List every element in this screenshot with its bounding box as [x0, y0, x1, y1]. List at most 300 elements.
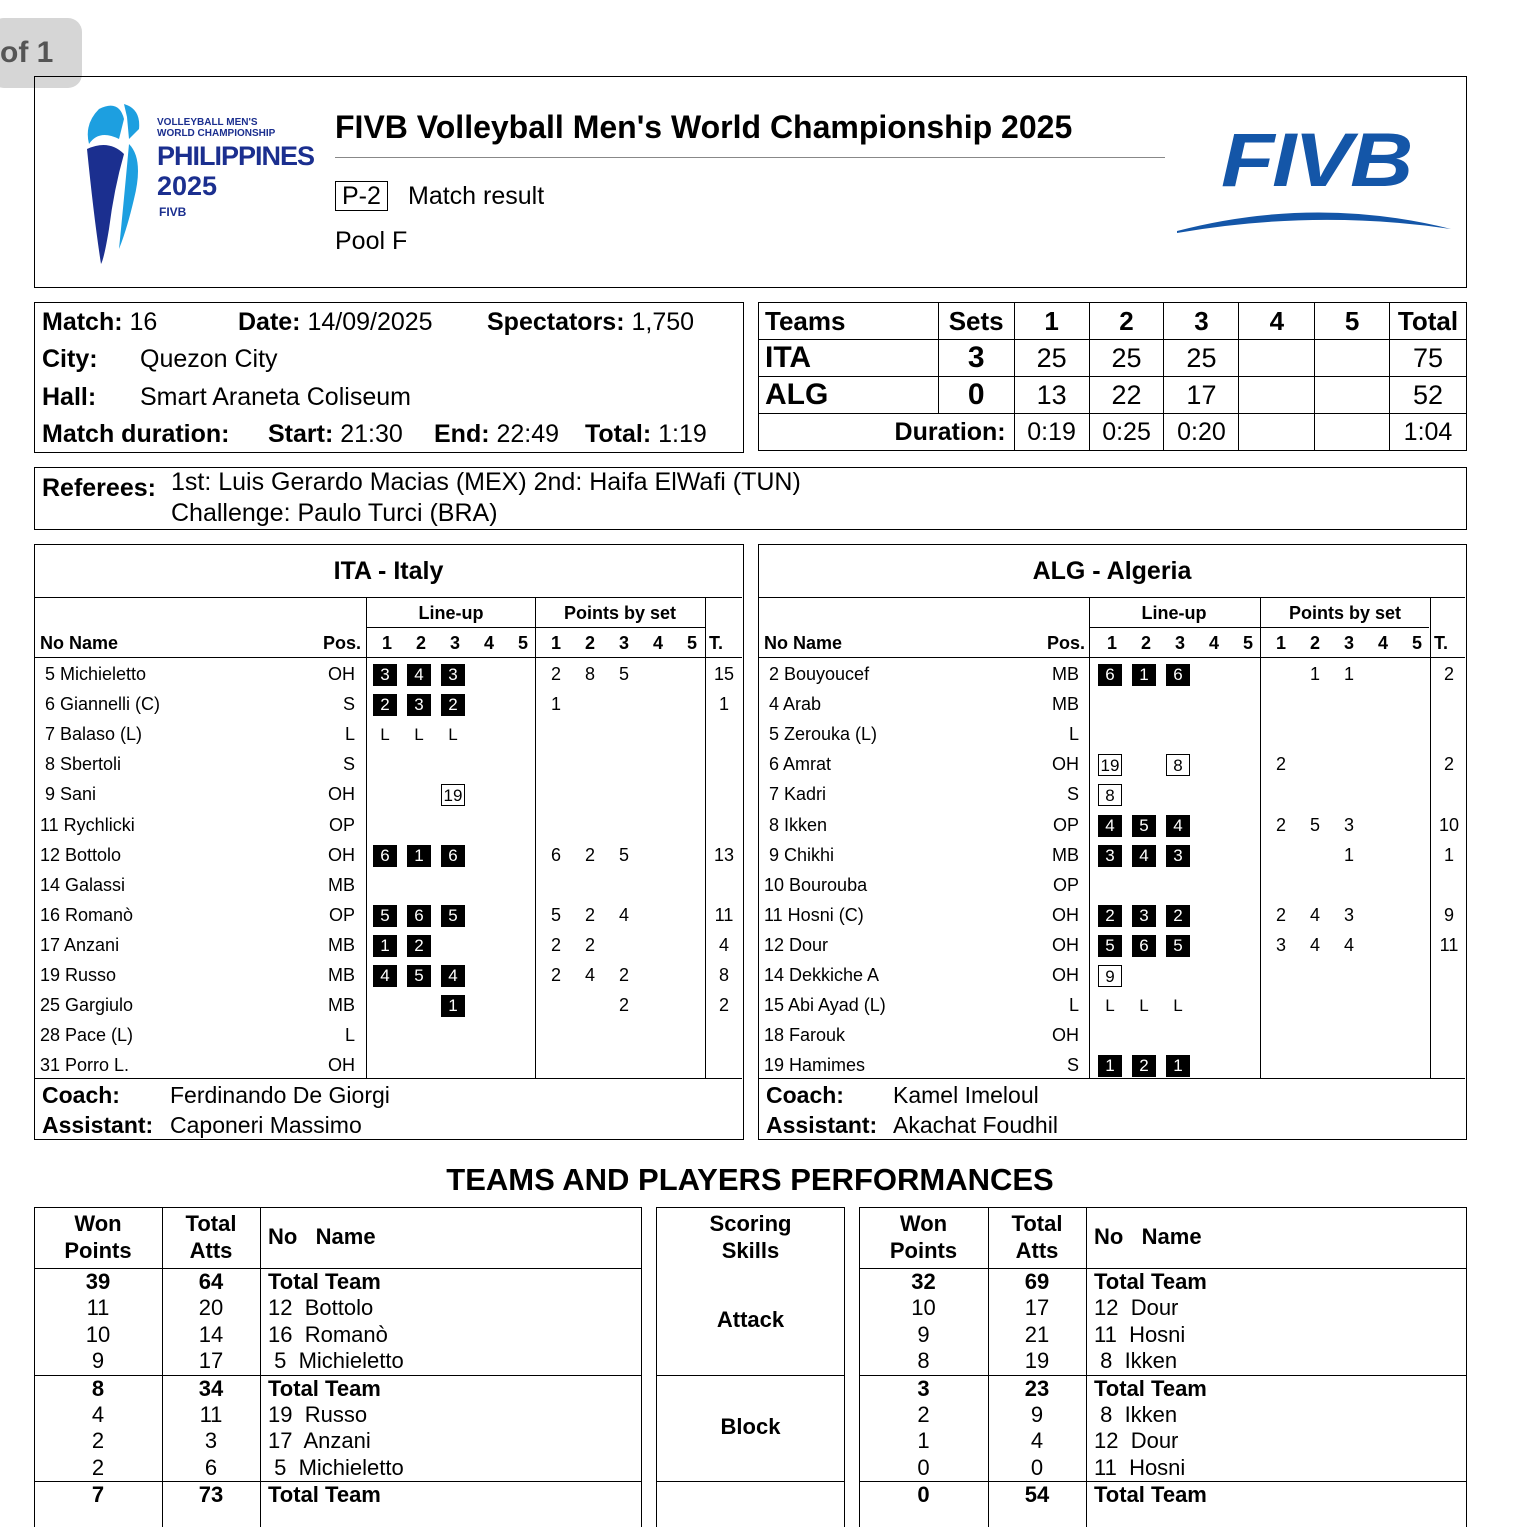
player-name: 11 Hosni (C)	[764, 904, 864, 925]
title-underline	[335, 157, 1165, 158]
player-position: L	[1068, 995, 1079, 1016]
total-atts-value: 17	[198, 1348, 224, 1374]
player-name: 15 Abi Ayad (L)	[764, 995, 886, 1016]
player-position: S	[342, 754, 355, 775]
lineup-libero: L	[1105, 996, 1115, 1016]
player-name: 9 Chikhi	[764, 844, 835, 865]
set-points: 8	[584, 664, 595, 684]
logo-caption: VOLLEYBALL MEN'S WORLD CHAMPIONSHIP	[157, 117, 276, 139]
total-points: 1	[1443, 844, 1454, 865]
set-points: 6	[550, 844, 561, 865]
player-position: MB	[328, 934, 355, 955]
coach-divider	[759, 1078, 1465, 1079]
player-label: 8 Ikken	[1094, 1348, 1178, 1374]
championship-title: FIVB Volleyball Men's World Championship 2025	[335, 109, 1073, 145]
set-points: 2	[1275, 814, 1286, 835]
lineup-starter: 2	[1132, 1055, 1156, 1077]
total-atts-value: 19	[1024, 1348, 1050, 1374]
player-label: 11 Hosni	[1094, 1321, 1186, 1347]
won-points-value: 10	[85, 1321, 111, 1347]
skill-name: Attack	[716, 1307, 785, 1332]
lineup-starter: 1	[407, 845, 431, 867]
lineup-starter: 4	[373, 965, 397, 987]
player-name: 14 Dekkiche A	[764, 965, 880, 985]
logo-fivb: FIVB	[159, 205, 187, 219]
player-name: 5 Zerouka (L)	[764, 724, 878, 745]
player-label: Total Team	[268, 1269, 381, 1294]
player-name: 12 Dour	[764, 934, 829, 955]
player-label: 19 Russo	[268, 1402, 368, 1427]
won-points-value: 39	[85, 1269, 111, 1294]
player-position: OH	[328, 664, 355, 684]
won-points-value: 8	[91, 1375, 105, 1401]
total-points: 11	[714, 904, 734, 925]
player-position: OH	[328, 844, 355, 865]
subheader-divider	[366, 627, 706, 628]
lineup-set-header: 5	[1242, 633, 1253, 653]
player-position: MB	[1052, 694, 1079, 715]
lineup-starter: 5	[373, 905, 397, 927]
player-row	[35, 963, 742, 991]
won-points-value: 7	[91, 1482, 105, 1508]
set-points: 3	[1275, 934, 1286, 955]
lineup-libero: L	[448, 725, 458, 745]
header-divider	[35, 657, 742, 658]
set-points: 5	[618, 844, 629, 865]
document-type: Match result	[408, 182, 545, 210]
set-points: 4	[618, 904, 629, 925]
total-points: 2	[1443, 664, 1454, 684]
performance-title: TEAMS AND PLAYERS PERFORMANCES	[446, 1162, 1054, 1197]
total-atts-value: 20	[198, 1295, 224, 1321]
skill-divider	[656, 1375, 845, 1376]
end-time: 22:49	[496, 420, 560, 448]
player-name: 19 Hamimes	[764, 1055, 866, 1076]
player-row	[35, 813, 742, 841]
player-name: 8 Ikken	[764, 814, 828, 835]
player-position: OH	[1052, 904, 1079, 925]
won-points-value: 1	[917, 1428, 930, 1454]
document-code: P-2	[335, 181, 388, 211]
title-divider	[759, 597, 1465, 598]
points-set-header: 2	[584, 633, 595, 653]
player-name: 6 Giannelli (C)	[40, 694, 161, 715]
lineup-set-header: 4	[1208, 633, 1219, 653]
won-points-header: Won	[899, 1211, 948, 1236]
player-row	[35, 782, 742, 810]
lineup-starter: 2	[441, 694, 465, 716]
player-position: S	[342, 694, 355, 715]
lineup-substitute: 8	[1166, 754, 1190, 776]
referees-box: Referees: 1st: Luis Gerardo Macias (MEX) 2nd: Haifa ElWafi (TUN) Challenge: Paulo Turci (BRA)	[34, 467, 1467, 530]
lineup-set-header: 4	[483, 633, 494, 653]
championship-logo	[79, 99, 315, 269]
player-name: 14 Galassi	[40, 874, 126, 895]
won-points-value: 10	[911, 1295, 936, 1321]
player-position: OP	[328, 904, 355, 925]
points-set-header: 1	[1275, 633, 1286, 653]
match-number: 16	[129, 308, 158, 336]
total-atts-value: 11	[199, 1402, 223, 1427]
lineup-substitute: 8	[1098, 784, 1122, 806]
lineup-set-header: 1	[381, 633, 392, 653]
total-points: 15	[713, 664, 735, 684]
lineup-header: Line-up	[418, 603, 484, 623]
lineup-libero: L	[414, 725, 424, 745]
no-name-header: No Name	[268, 1224, 376, 1249]
score-row-ita: ITA 3 25 25 25 75	[759, 340, 1467, 377]
player-row	[35, 843, 742, 871]
lineup-set-header: 1	[1106, 633, 1117, 653]
player-position: S	[1066, 1055, 1079, 1076]
player-position: MB	[1052, 844, 1079, 865]
player-row	[759, 843, 1465, 871]
player-row	[35, 1023, 742, 1051]
no-name-header: No Name	[1094, 1224, 1202, 1249]
player-name: 7 Balaso (L)	[40, 724, 143, 745]
won-points-value: 11	[86, 1295, 110, 1321]
fivb-logo: FIVB	[1221, 118, 1411, 203]
player-row	[35, 722, 742, 750]
player-label: 16 Romanò	[268, 1321, 388, 1347]
title-divider	[35, 597, 742, 598]
assistant-name: Caponeri Massimo	[170, 1112, 362, 1138]
lineup-starter: 1	[1166, 1055, 1190, 1077]
set-points: 1	[1343, 664, 1354, 684]
lineup-starter: 4	[441, 965, 465, 987]
won-points-header: Points	[889, 1238, 958, 1263]
player-position: L	[1068, 724, 1079, 745]
player-name: 9 Sani	[40, 784, 97, 805]
lineup-starter: 6	[1132, 935, 1156, 957]
lineup-starter: 5	[1166, 935, 1190, 957]
subheader-divider	[1089, 627, 1429, 628]
total-atts-value: 9	[1030, 1402, 1044, 1427]
player-position: OH	[328, 784, 355, 805]
player-position: MB	[328, 995, 355, 1016]
city: Quezon City	[140, 345, 278, 373]
lineup-set-header: 2	[1140, 633, 1151, 653]
player-name: 7 Kadri	[764, 784, 827, 805]
player-label: Total Team	[268, 1375, 381, 1401]
player-label: 17 Anzani	[268, 1428, 371, 1454]
coach-name: Kamel Imeloul	[893, 1082, 1039, 1108]
total-atts-value: 34	[198, 1375, 224, 1401]
player-row	[35, 662, 742, 690]
player-position: MB	[328, 965, 355, 985]
set-points: 1	[1343, 844, 1354, 865]
player-label: Total Team	[268, 1482, 381, 1508]
set-points: 2	[584, 934, 595, 955]
player-label: Total Team	[1094, 1269, 1207, 1294]
scoring-skills-header: Scoring	[709, 1211, 792, 1236]
total-atts-value: 6	[204, 1454, 218, 1480]
player-row	[759, 873, 1465, 901]
player-row	[759, 903, 1465, 931]
assistant-name: Akachat Foudhil	[893, 1112, 1058, 1138]
player-name: 16 Romanò	[40, 904, 134, 925]
lineup-header: Line-up	[1141, 603, 1207, 623]
referees-line-1: 1st: Luis Gerardo Macias (MEX) 2nd: Haifa ElWafi (TUN)	[171, 468, 801, 496]
total-points: 4	[718, 934, 729, 955]
set-points: 4	[584, 965, 595, 985]
set-points: 4	[1309, 904, 1320, 925]
fivb-swoosh-icon	[1175, 199, 1455, 239]
t-header: T.	[1434, 633, 1449, 653]
lineup-starter: 5	[1098, 935, 1122, 957]
won-points-value: 2	[917, 1402, 930, 1427]
lineup-starter: 5	[1132, 815, 1156, 837]
header-divider	[759, 657, 1465, 658]
player-position: OP	[1052, 874, 1079, 895]
total-points: 8	[718, 965, 729, 985]
referees-line-2: Challenge: Paulo Turci (BRA)	[171, 499, 498, 527]
lineup-set-header: 3	[449, 633, 460, 653]
total-atts-value: 69	[1024, 1269, 1050, 1294]
points-set-header: 1	[550, 633, 561, 653]
lineup-starter: 3	[407, 694, 431, 716]
player-row	[759, 1023, 1465, 1051]
lineup-starter: 2	[1166, 905, 1190, 927]
points-set-header: 3	[1343, 633, 1354, 653]
total-atts-value: 23	[1024, 1375, 1050, 1401]
pos-header: Pos.	[323, 633, 362, 653]
set-points: 3	[1343, 904, 1354, 925]
player-label: 12 Bottolo	[268, 1295, 374, 1321]
set-points: 2	[618, 965, 629, 985]
player-label: 12 Dour	[1094, 1295, 1179, 1321]
set-points: 1	[1309, 664, 1320, 684]
score-table	[758, 302, 1467, 451]
won-points-value: 32	[911, 1269, 936, 1294]
lineup-starter: 2	[1098, 905, 1122, 927]
player-position: OP	[328, 814, 355, 835]
player-label: 5 Michieletto	[268, 1348, 404, 1374]
total-atts-value: 14	[198, 1321, 224, 1347]
set-points: 2	[1275, 754, 1286, 775]
score-header-row: Teams Sets 1 2 3 4 5 Total	[759, 303, 1467, 340]
player-position: L	[344, 724, 355, 745]
lineup-starter: 1	[441, 995, 465, 1017]
lineup-set-header: 2	[415, 633, 426, 653]
player-name: 18 Farouk	[764, 1025, 846, 1046]
player-name: 8 Sbertoli	[40, 754, 122, 775]
set-points: 2	[550, 934, 561, 955]
won-points-value: 0	[917, 1454, 930, 1480]
lineup-starter: 6	[373, 845, 397, 867]
total-atts-header: Atts	[189, 1238, 233, 1263]
player-row	[35, 903, 742, 931]
lineup-starter: 4	[407, 664, 431, 686]
points-header: Points by set	[1288, 603, 1402, 623]
match-date: 14/09/2025	[307, 308, 433, 336]
score-row-alg: ALG 0 13 22 17 52	[759, 377, 1467, 414]
pos-header: Pos.	[1047, 633, 1086, 653]
total-atts-value: 73	[198, 1482, 224, 1508]
player-name: 31 Porro L.	[40, 1055, 130, 1076]
total-points: 2	[718, 995, 729, 1016]
player-label: 8 Ikken	[1094, 1402, 1178, 1427]
logo-year: 2025	[157, 171, 218, 201]
player-row	[759, 993, 1465, 1021]
player-name: 12 Bottolo	[40, 844, 122, 865]
set-points: 2	[584, 844, 595, 865]
perf-top-border	[859, 1207, 1467, 1208]
points-header: Points by set	[563, 603, 677, 623]
player-label: Total Team	[1094, 1482, 1207, 1508]
coach-label: Coach:	[766, 1082, 844, 1108]
hall: Smart Araneta Coliseum	[140, 383, 411, 411]
total-atts-header: Total	[185, 1211, 237, 1236]
lineup-starter: 6	[1166, 664, 1190, 686]
player-label: 12 Dour	[1094, 1428, 1179, 1454]
won-points-header: Won	[74, 1211, 122, 1236]
player-position: OH	[328, 1055, 355, 1076]
logo-country: PHILIPPINES	[157, 141, 315, 171]
player-position: OH	[1052, 754, 1079, 775]
perf-column-divider	[1086, 1207, 1087, 1527]
total-atts-value: 4	[1030, 1428, 1044, 1454]
player-row	[759, 662, 1465, 690]
total-atts-value: 64	[198, 1269, 224, 1294]
player-position: OH	[1052, 934, 1079, 955]
total-atts-value: 3	[204, 1428, 218, 1454]
no-name-header: No Name	[764, 633, 843, 653]
player-name: 19 Russo	[40, 965, 117, 985]
set-points: 3	[1343, 814, 1354, 835]
player-name: 2 Bouyoucef	[764, 664, 870, 684]
player-label: Total Team	[1094, 1375, 1207, 1401]
lineup-starter: 1	[1098, 1055, 1122, 1077]
total-atts-value: 54	[1024, 1482, 1050, 1508]
lineup-starter: 3	[1132, 905, 1156, 927]
set-points: 5	[550, 904, 561, 925]
lineup-substitute: 9	[1098, 965, 1122, 987]
set-points: 5	[1309, 814, 1320, 835]
player-row	[35, 993, 742, 1021]
scoring-skills-header: Skills	[721, 1238, 780, 1263]
player-name: 4 Arab	[764, 694, 822, 715]
player-label: 11 Hosni	[1094, 1454, 1186, 1480]
perf-top-border	[656, 1207, 845, 1208]
total-atts-header: Atts	[1015, 1238, 1059, 1263]
player-name: 17 Anzani	[40, 934, 120, 955]
player-position: OH	[1052, 1025, 1079, 1046]
won-points-value: 8	[917, 1348, 930, 1374]
lineup-starter: 4	[1132, 845, 1156, 867]
pool-label: Pool F	[335, 227, 408, 255]
lineup-libero: L	[1139, 996, 1149, 1016]
total-points: 2	[1443, 754, 1454, 775]
player-name: 6 Amrat	[764, 754, 832, 775]
lineup-starter: 4	[1166, 815, 1190, 837]
won-points-value: 2	[91, 1454, 105, 1480]
player-position: MB	[1052, 664, 1079, 684]
player-row	[759, 752, 1465, 780]
player-name: 10 Bourouba	[764, 874, 868, 895]
t-header: T.	[709, 633, 724, 653]
player-row	[759, 933, 1465, 961]
team-title: ITA - Italy	[333, 557, 444, 585]
set-points: 2	[618, 995, 629, 1016]
skill-name: Block	[720, 1413, 781, 1439]
lineup-starter: 3	[441, 664, 465, 686]
total-atts-value: 0	[1030, 1454, 1044, 1480]
player-name: 11 Rychlicki	[40, 814, 135, 835]
player-position: L	[344, 1025, 355, 1046]
total-points: 1	[718, 694, 729, 715]
player-name: 28 Pace (L)	[40, 1025, 134, 1046]
player-label: 5 Michieletto	[268, 1454, 404, 1480]
lineup-starter: 3	[373, 664, 397, 686]
points-set-header: 5	[1411, 633, 1422, 653]
set-points: 4	[1343, 934, 1354, 955]
won-points-header: Points	[64, 1238, 132, 1263]
start-time: 21:30	[340, 420, 403, 448]
lineup-starter: 6	[407, 905, 431, 927]
set-points: 2	[550, 664, 561, 684]
player-row	[759, 963, 1465, 991]
lineup-starter: 6	[1098, 664, 1122, 686]
player-position: S	[1066, 784, 1079, 805]
player-row	[759, 722, 1465, 750]
lineup-starter: 5	[441, 905, 465, 927]
no-name-header: No Name	[40, 633, 119, 653]
lineup-starter: 3	[1166, 845, 1190, 867]
volleyball-player-logo-icon	[79, 99, 159, 269]
points-set-header: 2	[1309, 633, 1320, 653]
player-position: OH	[1052, 965, 1079, 985]
coach-name: Ferdinando De Giorgi	[170, 1082, 390, 1108]
won-points-value: 0	[917, 1482, 930, 1508]
points-set-header: 4	[1377, 633, 1388, 653]
player-row	[759, 782, 1465, 810]
total-atts-header: Total	[1011, 1211, 1063, 1236]
header-box	[34, 76, 1467, 288]
perf-column-divider	[260, 1207, 261, 1527]
total-points: 10	[1438, 814, 1460, 835]
skill-divider	[656, 1481, 845, 1482]
won-points-value: 9	[91, 1348, 105, 1374]
assistant-label: Assistant:	[766, 1112, 878, 1138]
player-row	[759, 813, 1465, 841]
perf-top-border	[34, 1207, 642, 1208]
lineup-set-header: 5	[517, 633, 528, 653]
won-points-value: 2	[91, 1428, 105, 1454]
player-position: OP	[1052, 814, 1079, 835]
duration-row: Duration: 0:19 0:25 0:20 1:04	[759, 414, 1467, 451]
lineup-starter: 2	[407, 935, 431, 957]
coach-label: Coach:	[42, 1082, 120, 1108]
player-row	[35, 933, 742, 961]
lineup-starter: 3	[1098, 845, 1122, 867]
lineup-starter: 6	[441, 845, 465, 867]
lineup-starter: 4	[1098, 815, 1122, 837]
total-time: 1:19	[658, 420, 707, 448]
page-indicator: of 1	[0, 18, 82, 88]
player-name: 25 Gargiulo	[40, 995, 134, 1016]
points-set-header: 5	[686, 633, 697, 653]
lineup-starter: 1	[1132, 664, 1156, 686]
player-position: MB	[328, 874, 355, 895]
set-points: 4	[1309, 934, 1320, 955]
lineup-set-header: 3	[1174, 633, 1185, 653]
total-points: 13	[713, 844, 735, 865]
lineup-libero: L	[1173, 996, 1183, 1016]
points-set-header: 4	[652, 633, 663, 653]
won-points-value: 4	[91, 1402, 105, 1427]
lineup-libero: L	[380, 725, 390, 745]
